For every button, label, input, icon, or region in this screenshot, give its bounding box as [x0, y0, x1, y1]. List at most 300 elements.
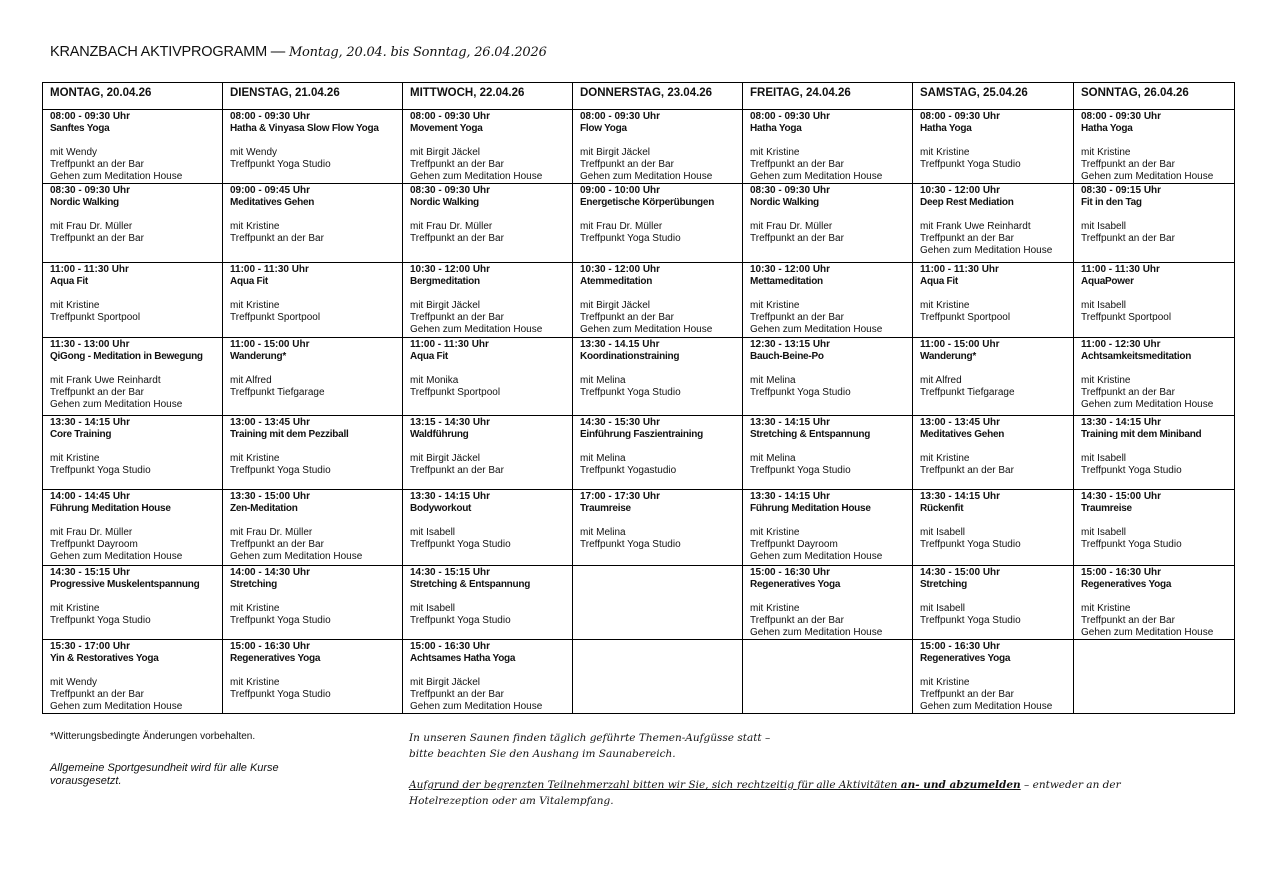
course-name: Hatha Yoga: [750, 123, 802, 134]
empty-cell: [1074, 640, 1235, 714]
course-location: Treffpunkt an der Bar: [580, 312, 674, 323]
course-time: 13:30 - 14:15 Uhr: [750, 417, 831, 428]
course-time: 15:00 - 16:30 Uhr: [1081, 567, 1162, 578]
course-location: Treffpunkt an der Bar: [920, 689, 1014, 700]
course-location: Treffpunkt Tiefgarage: [230, 387, 325, 398]
course-name: Hatha Yoga: [920, 123, 972, 134]
course-location: Treffpunkt Yoga Studio: [230, 689, 331, 700]
course-cell: [913, 416, 1074, 490]
title-date-range: Montag, 20.04. bis Sonntag, 26.04.2026: [288, 45, 547, 60]
course-location: Gehen zum Meditation House: [750, 627, 883, 638]
course-location: Treffpunkt Yoga Studio: [920, 615, 1021, 626]
signup-text: Aufgrund der begrenzten Teilnehmerzahl bitten wir Sie, sich rechtzeitig für alle Aktivitäten: [409, 779, 898, 791]
course-name: Hatha & Vinyasa Slow Flow Yoga: [230, 123, 379, 134]
course-name: QiGong - Meditation in Bewegung: [50, 351, 203, 362]
course-instructor: mit Birgit Jäckel: [580, 300, 651, 311]
course-name: Wanderung*: [920, 351, 977, 362]
course-time: 10:30 - 12:00 Uhr: [750, 264, 831, 275]
course-instructor: mit Wendy: [50, 677, 98, 688]
course-cell: [1074, 110, 1235, 184]
course-time: 15:00 - 16:30 Uhr: [230, 641, 311, 652]
course-location: Treffpunkt Yoga Studio: [230, 465, 331, 476]
course-location: Treffpunkt Yoga Studio: [920, 159, 1021, 170]
course-instructor: mit Isabell: [1081, 527, 1127, 538]
course-location: Treffpunkt Tiefgarage: [920, 387, 1015, 398]
course-cell: [743, 416, 913, 490]
course-location: Gehen zum Meditation House: [750, 324, 883, 335]
course-instructor: mit Kristine: [1081, 603, 1131, 614]
course-instructor: mit Kristine: [1081, 147, 1131, 158]
course-instructor: mit Frau Dr. Müller: [50, 527, 133, 538]
course-name: Traumreise: [1081, 503, 1132, 514]
course-cell: [573, 263, 743, 338]
course-cell: [223, 640, 403, 714]
course-instructor: mit Kristine: [920, 677, 970, 688]
course-time: 14:30 - 15:00 Uhr: [1081, 491, 1162, 502]
course-instructor: mit Frau Dr. Müller: [230, 527, 313, 538]
course-cell: [573, 416, 743, 490]
course-location: Gehen zum Meditation House: [50, 399, 183, 410]
course-cell: [1074, 263, 1235, 338]
course-cell: [223, 184, 403, 263]
weather-note: *Witterungsbedingte Änderungen vorbehalten.: [50, 731, 256, 742]
course-cell: [223, 566, 403, 640]
course-name: Meditatives Gehen: [920, 429, 1005, 440]
course-name: Wanderung*: [230, 351, 287, 362]
course-instructor: mit Kristine: [750, 147, 800, 158]
course-name: Waldführung: [410, 429, 469, 440]
course-cell: [403, 566, 573, 640]
course-name: Movement Yoga: [410, 123, 483, 134]
signup-emphasis: an- und abzumelden: [900, 779, 1021, 791]
course-location: Treffpunkt Sportpool: [50, 312, 141, 323]
course-cell: [743, 184, 913, 263]
time-slot-row: [43, 566, 1235, 640]
course-cell: [43, 490, 223, 566]
time-slot-row: [43, 640, 1235, 714]
course-time: 11:00 - 11:30 Uhr: [230, 264, 309, 275]
course-cell: [743, 110, 913, 184]
signup-line-2: Hotelrezeption oder am Vitalempfang.: [409, 795, 614, 807]
course-time: 10:30 - 12:00 Uhr: [410, 264, 491, 275]
course-cell: [43, 184, 223, 263]
course-location: Treffpunkt an der Bar: [1081, 387, 1175, 398]
course-name: AquaPower: [1081, 276, 1134, 287]
course-instructor: mit Isabell: [1081, 221, 1127, 232]
course-instructor: mit Alfred: [920, 375, 962, 386]
course-name: Yin & Restoratives Yoga: [50, 653, 159, 664]
course-cell: [403, 338, 573, 416]
course-location: Treffpunkt Sportpool: [410, 387, 501, 398]
course-name: Mettameditation: [750, 276, 823, 287]
course-name: Regeneratives Yoga: [1081, 579, 1172, 590]
course-cell: [403, 263, 573, 338]
course-instructor: mit Monika: [410, 375, 459, 386]
course-name: Achtsames Hatha Yoga: [410, 653, 516, 664]
course-location: Gehen zum Meditation House: [230, 551, 363, 562]
course-time: 14:00 - 14:30 Uhr: [230, 567, 311, 578]
course-cell: [913, 184, 1074, 263]
course-name: Training mit dem Pezziball: [230, 429, 349, 440]
course-cell: [43, 338, 223, 416]
course-cell: [913, 338, 1074, 416]
course-time: 11:00 - 11:30 Uhr: [410, 339, 489, 350]
course-name: Hatha Yoga: [1081, 123, 1133, 134]
course-name: Aqua Fit: [230, 276, 268, 287]
course-location: Treffpunkt Yoga Studio: [230, 615, 331, 626]
course-location: Gehen zum Meditation House: [410, 701, 543, 712]
course-cell: [1074, 490, 1235, 566]
course-cell: [43, 640, 223, 714]
course-instructor: mit Melina: [750, 375, 796, 386]
course-name: Sanftes Yoga: [50, 123, 110, 134]
course-name: Führung Meditation House: [50, 503, 171, 514]
course-location: Treffpunkt an der Bar: [230, 539, 324, 550]
course-cell: [223, 490, 403, 566]
day-header: DONNERSTAG, 23.04.26: [573, 83, 743, 110]
course-location: Treffpunkt Yoga Studio: [50, 465, 151, 476]
course-location: Treffpunkt an der Bar: [750, 312, 844, 323]
course-name: Training mit dem Miniband: [1081, 429, 1202, 440]
course-instructor: mit Melina: [580, 527, 626, 538]
course-location: Gehen zum Meditation House: [750, 551, 883, 562]
course-time: 17:00 - 17:30 Uhr: [580, 491, 661, 502]
course-instructor: mit Birgit Jäckel: [410, 453, 481, 464]
course-instructor: mit Kristine: [750, 527, 800, 538]
course-time: 11:30 - 13:00 Uhr: [50, 339, 130, 350]
course-location: Gehen zum Meditation House: [580, 171, 713, 182]
course-time: 14:30 - 15:30 Uhr: [580, 417, 661, 428]
course-cell: [1074, 338, 1235, 416]
course-location: Treffpunkt Yoga Studio: [1081, 465, 1182, 476]
course-instructor: mit Kristine: [230, 603, 280, 614]
course-time: 14:30 - 15:15 Uhr: [410, 567, 491, 578]
course-instructor: mit Melina: [580, 375, 626, 386]
course-location: Treffpunkt Yoga Studio: [230, 159, 331, 170]
course-instructor: mit Isabell: [920, 527, 966, 538]
course-location: Gehen zum Meditation House: [1081, 627, 1214, 638]
course-location: Treffpunkt Sportpool: [920, 312, 1011, 323]
course-location: Treffpunkt an der Bar: [920, 233, 1014, 244]
course-name: Core Training: [50, 429, 112, 440]
course-location: Treffpunkt an der Bar: [410, 159, 504, 170]
course-location: Gehen zum Meditation House: [410, 324, 543, 335]
course-instructor: mit Kristine: [230, 453, 280, 464]
time-slot-row: [43, 338, 1235, 416]
course-instructor: mit Isabell: [920, 603, 966, 614]
course-time: 13:30 - 14:15 Uhr: [920, 491, 1001, 502]
course-name: Achtsamkeitsmeditation: [1081, 351, 1192, 362]
course-location: Treffpunkt an der Bar: [750, 615, 844, 626]
course-time: 08:00 - 09:30 Uhr: [230, 111, 311, 122]
course-time: 14:00 - 14:45 Uhr: [50, 491, 131, 502]
course-name: Traumreise: [580, 503, 631, 514]
course-name: Regeneratives Yoga: [230, 653, 321, 664]
course-name: Fit in den Tag: [1081, 197, 1142, 208]
course-name: Einführung Faszientraining: [580, 429, 703, 440]
course-cell: [223, 416, 403, 490]
course-instructor: mit Kristine: [920, 300, 970, 311]
course-location: Treffpunkt an der Bar: [230, 233, 324, 244]
course-time: 13:00 - 13:45 Uhr: [230, 417, 311, 428]
course-name: Nordic Walking: [410, 197, 479, 208]
course-location: Treffpunkt an der Bar: [1081, 615, 1175, 626]
course-location: Treffpunkt Yoga Studio: [50, 615, 151, 626]
course-location: Treffpunkt Yoga Studio: [750, 387, 851, 398]
course-cell: [913, 566, 1074, 640]
course-cell: [573, 338, 743, 416]
course-name: Führung Meditation House: [750, 503, 871, 514]
course-time: 15:00 - 16:30 Uhr: [750, 567, 831, 578]
course-instructor: mit Melina: [750, 453, 796, 464]
course-cell: [743, 566, 913, 640]
empty-cell: [743, 640, 913, 714]
day-header: MITTWOCH, 22.04.26: [403, 83, 573, 110]
course-name: Stretching & Entspannung: [410, 579, 531, 590]
course-name: Stretching & Entspannung: [750, 429, 871, 440]
course-name: Rückenfit: [920, 503, 964, 514]
course-instructor: mit Kristine: [230, 300, 280, 311]
schedule-table: [42, 82, 1235, 714]
course-location: Gehen zum Meditation House: [50, 551, 183, 562]
sauna-note: [409, 730, 770, 762]
course-location: Gehen zum Meditation House: [580, 324, 713, 335]
course-time: 11:00 - 11:30 Uhr: [920, 264, 999, 275]
time-slot-row: [43, 263, 1235, 338]
time-slot-row: [43, 490, 1235, 566]
course-name: Progressive Muskelentspannung: [50, 579, 200, 590]
course-time: 08:30 - 09:15 Uhr: [1081, 185, 1162, 196]
course-location: Gehen zum Meditation House: [750, 171, 883, 182]
course-location: Gehen zum Meditation House: [410, 171, 543, 182]
day-header: SONNTAG, 26.04.26: [1074, 83, 1235, 110]
course-name: Flow Yoga: [580, 123, 627, 134]
course-time: 08:00 - 09:30 Uhr: [580, 111, 661, 122]
day-header: SAMSTAG, 25.04.26: [913, 83, 1074, 110]
course-location: Treffpunkt Yoga Studio: [920, 539, 1021, 550]
course-instructor: mit Isabell: [410, 603, 456, 614]
course-instructor: mit Wendy: [50, 147, 98, 158]
day-header-row: [43, 83, 1235, 110]
course-time: 12:30 - 13:15 Uhr: [750, 339, 831, 350]
course-cell: [573, 490, 743, 566]
course-time: 10:30 - 12:00 Uhr: [580, 264, 661, 275]
course-location: Treffpunkt an der Bar: [580, 159, 674, 170]
course-location: Treffpunkt Yoga Studio: [750, 465, 851, 476]
course-cell: [223, 338, 403, 416]
course-location: Gehen zum Meditation House: [1081, 399, 1214, 410]
course-time: 11:00 - 15:00 Uhr: [230, 339, 310, 350]
course-name: Aqua Fit: [410, 351, 448, 362]
course-cell: [403, 184, 573, 263]
course-cell: [403, 490, 573, 566]
course-time: 15:00 - 16:30 Uhr: [410, 641, 491, 652]
course-time: 08:00 - 09:30 Uhr: [920, 111, 1001, 122]
course-instructor: mit Alfred: [230, 375, 272, 386]
course-instructor: mit Kristine: [750, 603, 800, 614]
course-time: 10:30 - 12:00 Uhr: [920, 185, 1001, 196]
course-instructor: mit Isabell: [1081, 300, 1127, 311]
course-cell: [1074, 184, 1235, 263]
course-instructor: mit Kristine: [230, 677, 280, 688]
day-header: FREITAG, 24.04.26: [743, 83, 913, 110]
course-time: 13:30 - 14:15 Uhr: [1081, 417, 1162, 428]
course-time: 15:30 - 17:00 Uhr: [50, 641, 131, 652]
time-slot-row: [43, 184, 1235, 263]
footer: [0, 731, 1270, 821]
course-location: Treffpunkt Dayroom: [50, 539, 138, 550]
course-time: 14:30 - 15:00 Uhr: [920, 567, 1001, 578]
course-instructor: mit Kristine: [750, 300, 800, 311]
course-location: Treffpunkt Sportpool: [1081, 312, 1172, 323]
course-name: Aqua Fit: [50, 276, 88, 287]
course-name: Aqua Fit: [920, 276, 958, 287]
course-instructor: mit Kristine: [920, 453, 970, 464]
course-location: Treffpunkt Yoga Studio: [1081, 539, 1182, 550]
course-time: 13:30 - 14.15 Uhr: [580, 339, 660, 350]
course-location: Treffpunkt an der Bar: [1081, 233, 1175, 244]
course-time: 13:30 - 14:15 Uhr: [750, 491, 831, 502]
course-cell: [403, 110, 573, 184]
course-location: Gehen zum Meditation House: [1081, 171, 1214, 182]
course-location: Treffpunkt an der Bar: [410, 465, 504, 476]
course-time: 11:00 - 15:00 Uhr: [920, 339, 1000, 350]
course-time: 08:00 - 09:30 Uhr: [750, 111, 831, 122]
course-cell: [403, 640, 573, 714]
course-time: 09:00 - 10:00 Uhr: [580, 185, 661, 196]
course-cell: [573, 110, 743, 184]
course-instructor: mit Frau Dr. Müller: [410, 221, 493, 232]
course-time: 13:15 - 14:30 Uhr: [410, 417, 491, 428]
course-time: 13:30 - 14:15 Uhr: [410, 491, 491, 502]
course-name: Nordic Walking: [50, 197, 119, 208]
course-location: Gehen zum Meditation House: [920, 701, 1053, 712]
time-slot-row: [43, 416, 1235, 490]
course-instructor: mit Birgit Jäckel: [410, 147, 481, 158]
course-instructor: mit Kristine: [50, 300, 100, 311]
course-time: 08:00 - 09:30 Uhr: [410, 111, 491, 122]
course-location: Treffpunkt Yoga Studio: [410, 615, 511, 626]
page-title: [50, 44, 547, 60]
course-name: Deep Rest Mediation: [920, 197, 1014, 208]
course-location: Treffpunkt Yoga Studio: [580, 539, 681, 550]
course-location: Treffpunkt an der Bar: [750, 159, 844, 170]
course-location: Treffpunkt an der Bar: [410, 312, 504, 323]
course-instructor: mit Birgit Jäckel: [410, 300, 481, 311]
course-name: Nordic Walking: [750, 197, 819, 208]
course-time: 13:00 - 13:45 Uhr: [920, 417, 1001, 428]
day-header: DIENSTAG, 21.04.26: [223, 83, 403, 110]
course-instructor: mit Wendy: [230, 147, 278, 158]
course-time: 13:30 - 15:00 Uhr: [230, 491, 311, 502]
course-instructor: mit Isabell: [410, 527, 456, 538]
course-instructor: mit Frank Uwe Reinhardt: [50, 375, 161, 386]
course-time: 11:00 - 11:30 Uhr: [50, 264, 129, 275]
sauna-line-2: bitte beachten Sie den Aushang im Saunabereich.: [409, 748, 676, 760]
course-location: Gehen zum Meditation House: [50, 701, 183, 712]
course-instructor: mit Kristine: [230, 221, 280, 232]
course-cell: [43, 416, 223, 490]
course-name: Regeneratives Yoga: [750, 579, 841, 590]
course-cell: [913, 640, 1074, 714]
course-location: Treffpunkt Yoga Studio: [580, 387, 681, 398]
day-header: MONTAG, 20.04.26: [43, 83, 223, 110]
course-location: Treffpunkt an der Bar: [750, 233, 844, 244]
course-name: Energetische Körperübungen: [580, 197, 715, 208]
course-cell: [913, 263, 1074, 338]
course-instructor: mit Birgit Jäckel: [410, 677, 481, 688]
course-location: Treffpunkt an der Bar: [50, 233, 144, 244]
course-instructor: mit Frau Dr. Müller: [580, 221, 663, 232]
course-cell: [223, 110, 403, 184]
sauna-line-1: In unseren Saunen finden täglich geführte Themen-Aufgüsse statt –: [409, 732, 771, 744]
course-location: Treffpunkt an der Bar: [50, 159, 144, 170]
course-time: 08:00 - 09:30 Uhr: [1081, 111, 1162, 122]
course-cell: [743, 490, 913, 566]
course-location: Treffpunkt Yoga Studio: [410, 539, 511, 550]
course-name: Bergmeditation: [410, 276, 480, 287]
course-cell: [913, 110, 1074, 184]
course-time: 11:00 - 11:30 Uhr: [1081, 264, 1160, 275]
course-name: Regeneratives Yoga: [920, 653, 1011, 664]
course-name: Zen-Meditation: [230, 503, 298, 514]
empty-cell: [573, 640, 743, 714]
course-instructor: mit Kristine: [1081, 375, 1131, 386]
course-instructor: mit Kristine: [50, 603, 100, 614]
course-cell: [1074, 566, 1235, 640]
course-name: Bodyworkout: [410, 503, 472, 514]
course-location: Treffpunkt an der Bar: [1081, 159, 1175, 170]
course-instructor: mit Melina: [580, 453, 626, 464]
course-name: Atemmeditation: [580, 276, 653, 287]
course-time: 08:30 - 09:30 Uhr: [750, 185, 831, 196]
course-location: Treffpunkt Sportpool: [230, 312, 321, 323]
course-name: Stretching: [920, 579, 967, 590]
course-location: Treffpunkt Dayroom: [750, 539, 838, 550]
signup-note: [409, 777, 1121, 809]
course-name: Bauch-Beine-Po: [750, 351, 824, 362]
course-cell: [43, 566, 223, 640]
course-name: Stretching: [230, 579, 277, 590]
course-location: Treffpunkt Yoga Studio: [580, 233, 681, 244]
course-location: Treffpunkt an der Bar: [920, 465, 1014, 476]
title-main: KRANZBACH AKTIVPROGRAMM —: [50, 44, 286, 60]
course-instructor: mit Frau Dr. Müller: [50, 221, 133, 232]
course-location: Treffpunkt an der Bar: [50, 387, 144, 398]
course-time: 08:00 - 09:30 Uhr: [50, 111, 131, 122]
course-time: 08:30 - 09:30 Uhr: [50, 185, 131, 196]
course-time: 13:30 - 14:15 Uhr: [50, 417, 131, 428]
course-cell: [43, 263, 223, 338]
health-note: Allgemeine Sportgesundheit wird für alle Kurse vorausgesetzt.: [50, 762, 279, 787]
course-instructor: mit Kristine: [50, 453, 100, 464]
course-cell: [573, 184, 743, 263]
time-slot-row: [43, 110, 1235, 184]
course-location: Gehen zum Meditation House: [50, 171, 183, 182]
course-cell: [43, 110, 223, 184]
course-instructor: mit Frau Dr. Müller: [750, 221, 833, 232]
course-instructor: mit Birgit Jäckel: [580, 147, 651, 158]
course-time: 09:00 - 09:45 Uhr: [230, 185, 311, 196]
course-instructor: mit Isabell: [1081, 453, 1127, 464]
course-cell: [743, 338, 913, 416]
course-cell: [403, 416, 573, 490]
course-time: 11:00 - 12:30 Uhr: [1081, 339, 1161, 350]
course-location: Treffpunkt an der Bar: [410, 689, 504, 700]
empty-cell: [573, 566, 743, 640]
course-instructor: mit Kristine: [920, 147, 970, 158]
course-name: Koordinationstraining: [580, 351, 680, 362]
